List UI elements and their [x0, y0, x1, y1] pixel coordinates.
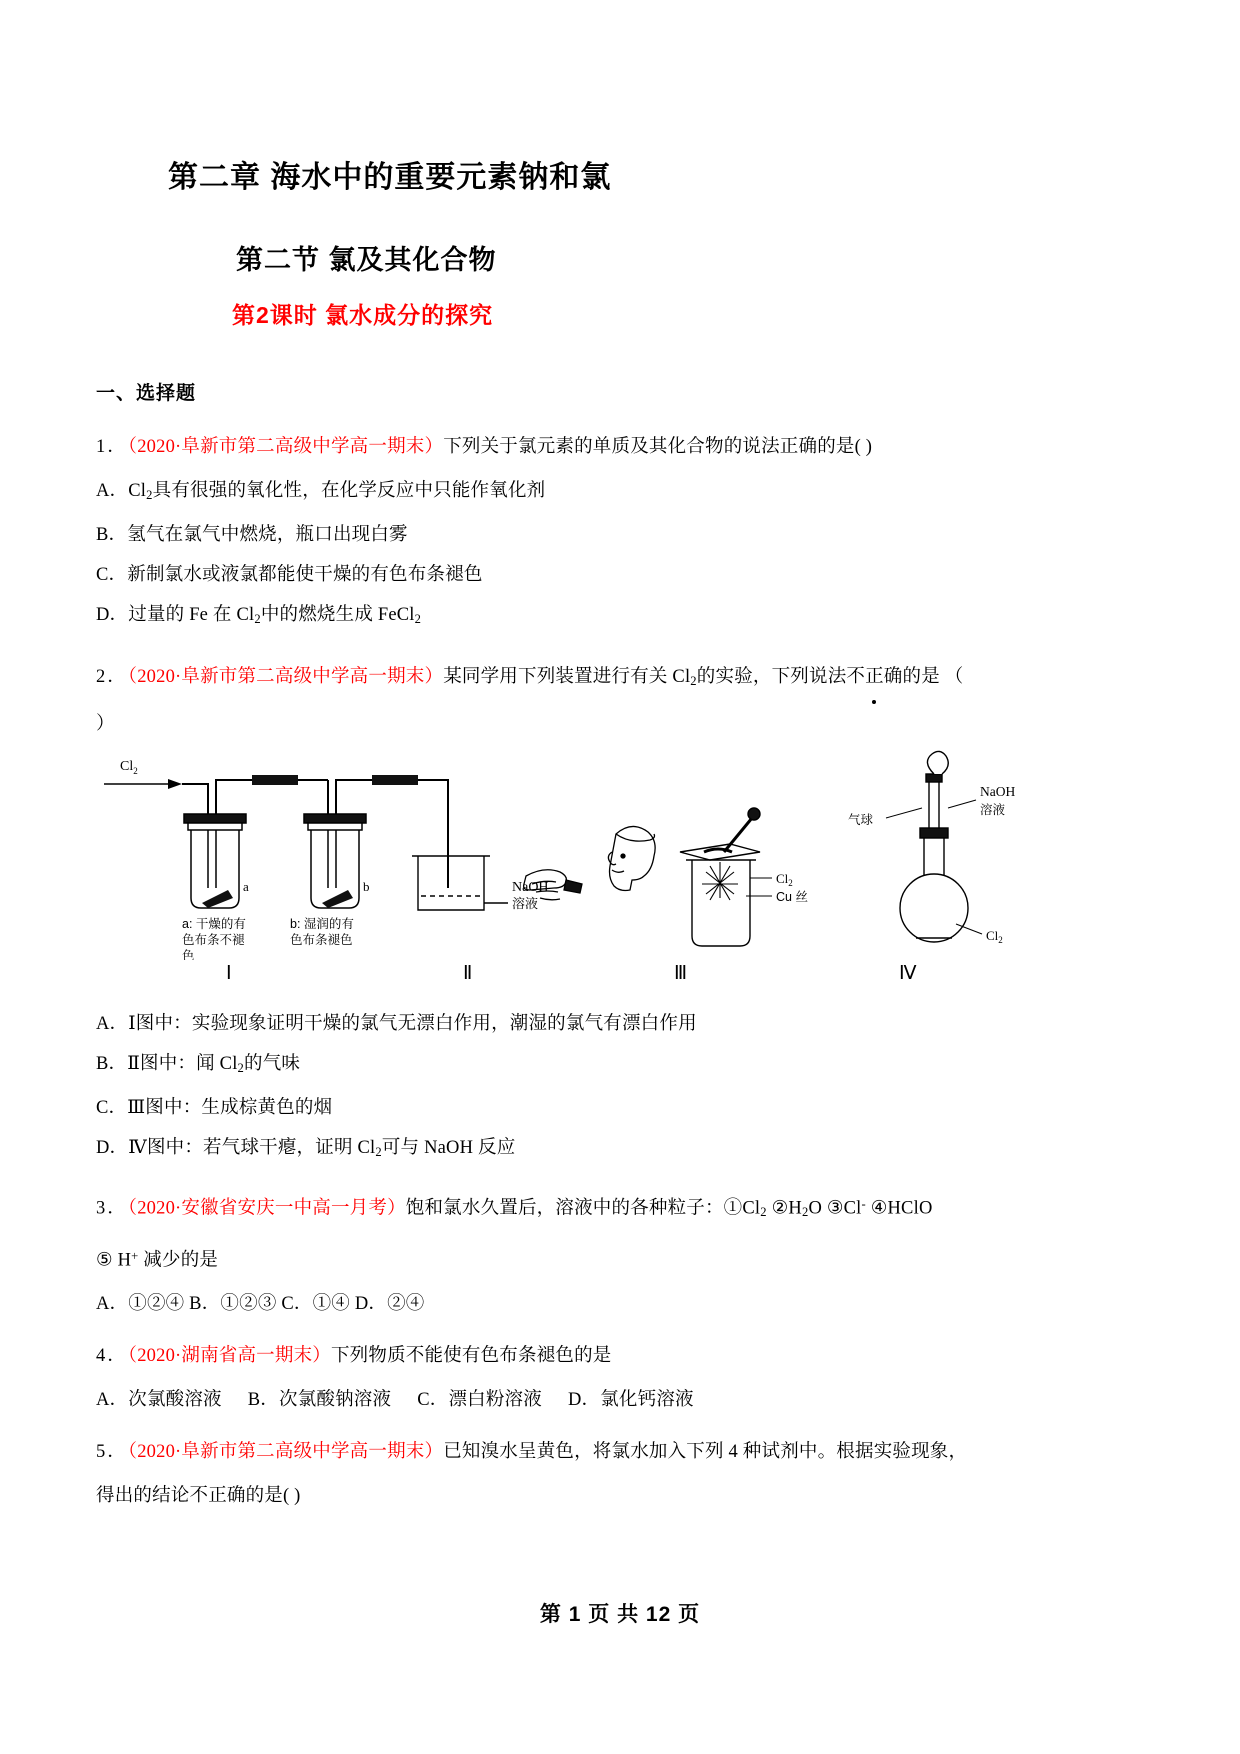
option-text: Cl [128, 481, 147, 501]
question-1-source: （2020·阜新市第二高级中学高一期末） [127, 437, 444, 457]
question-2-text-3: 的是 （ [902, 666, 964, 687]
question-4-text: 下列物质不能使有色布条褪色的是 [330, 1346, 612, 1367]
question-3-sup: - [861, 1196, 866, 1211]
question-2-option-d [96, 1128, 1106, 1172]
option-text: 新制氯水或液氯都能使干燥的有色布条褪色 [127, 564, 483, 585]
figure-iv-balloon-label: 气球 [848, 813, 874, 828]
option-text: Ⅲ图中：生成棕黄色的烟 [127, 1098, 333, 1119]
option-label: B． [96, 1054, 128, 1075]
option-label: D． [96, 604, 129, 625]
question-5-stem [96, 1432, 1106, 1472]
question-3-text-3: O ③Cl [808, 1198, 862, 1219]
question-3-source: （2020·安徽省安庆一中高一月考） [127, 1198, 406, 1219]
chapter-title: 第二章 海水中的重要元素钠和氯 [168, 161, 612, 194]
roman-label-3: Ⅲ [674, 963, 688, 985]
question-2-option-a [96, 1004, 1106, 1044]
option-sub: 2 [146, 487, 153, 502]
option-text: Ⅱ图中：闻 Cl [127, 1054, 238, 1075]
figure-iv-naoh-label-2: 溶液 [980, 803, 1006, 818]
option-label: D． [96, 1138, 129, 1159]
question-1-option-a [96, 471, 1106, 515]
roman-label-1: Ⅰ [226, 963, 232, 985]
cloth-strip-a [202, 890, 233, 908]
question-2-stem-cont [96, 704, 1106, 744]
caption-a-line3: 色 [182, 949, 195, 961]
option-label: A． [96, 1014, 129, 1035]
cloth-strip-b [322, 890, 353, 908]
question-4-number: 4． [96, 1346, 128, 1367]
bottle-a-mark: a [243, 879, 249, 895]
figure-iii-cl2-label: $Cl_2$ [776, 871, 793, 889]
option-label: A． [96, 481, 129, 501]
question-3-stem-cont [96, 1236, 1106, 1280]
question-4-source: （2020·湖南省高一期末） [127, 1346, 331, 1367]
caption-b-line1: b: 湿润的有 [290, 917, 354, 932]
option-text: Ⅰ图中：实验现象证明干燥的氯气无漂白作用，潮湿的氯气有漂白作用 [128, 1014, 697, 1035]
caption-a-line1: a: 干燥的有 [182, 917, 246, 932]
question-4-option-b: B．次氯酸钠溶液 [247, 1390, 392, 1411]
flask-balloon-apparatus [900, 752, 968, 943]
question-5-source: （2020·阜新市第二高级中学高一期末） [127, 1442, 444, 1463]
question-2-closing-paren: ） [96, 714, 115, 735]
question-2-number: 2． [96, 666, 128, 687]
question-3-number: 3． [96, 1198, 128, 1219]
page-footer: 第 1 页 共 12 页 [539, 1603, 701, 1626]
option-text-2: 具有很强的氧化性，在化学反应中只能作氧化剂 [152, 481, 546, 501]
question-3-answers: A．①②④ B．①②③ C．①④ D．②④ [96, 1294, 425, 1315]
option-sub: 2 [254, 611, 261, 626]
question-4-option-c: C．漂白粉溶液 [417, 1390, 542, 1411]
question-3-text-4: ④HClO [865, 1198, 933, 1219]
question-2-sub: 2 [690, 673, 697, 688]
question-2-option-b [96, 1044, 1106, 1088]
option-text: Ⅳ图中：若气球干瘪，证明 Cl [128, 1138, 376, 1159]
figure-roman-labels [96, 962, 1106, 992]
roman-label-2: Ⅱ [463, 963, 473, 985]
experiment-figure [96, 748, 1106, 960]
question-5-number: 5． [96, 1442, 128, 1463]
question-2-stem [96, 657, 1106, 701]
section-title: 第二节 氯及其化合物 [236, 245, 497, 275]
question-3-text-2: ②H [766, 1198, 802, 1219]
question-1-option-c [96, 555, 1106, 595]
option-label: C． [96, 564, 128, 585]
option-label: C． [96, 1098, 128, 1119]
option-text: 氢气在氯气中燃烧，瓶口出现白雾 [127, 524, 408, 545]
option-label: B． [96, 524, 128, 545]
apparatus-diagram [96, 748, 1106, 960]
option-sub-2: 2 [414, 611, 422, 626]
question-3-sub-2: 2 [801, 1204, 809, 1219]
worksheet-body [96, 378, 1106, 1520]
copper-burning-jar [680, 808, 760, 946]
question-2-option-c [96, 1088, 1106, 1128]
question-4-stem [96, 1336, 1106, 1376]
question-5-text: 已知溴水呈黄色，将氯水加入下列 4 种试剂中。根据实验现象， [443, 1442, 968, 1463]
question-1-text: 下列关于氯元素的单质及其化合物的说法正确的是( [443, 437, 861, 457]
question-3-stem [96, 1184, 1106, 1232]
part-one-heading: 一、选择题 [96, 383, 197, 404]
option-text-2: 中的燃烧生成 FeCl [260, 604, 415, 625]
question-2-text: 某同学用下列装置进行有关 Cl [443, 666, 691, 687]
question-1-number: 1． [96, 437, 128, 457]
question-3-line2-b: 减少的是 [138, 1250, 219, 1271]
figure-naoh-label-2: 溶液 [512, 896, 539, 912]
question-1-option-b [96, 515, 1106, 555]
roman-label-4: Ⅳ [899, 963, 917, 985]
question-1-stem [96, 427, 1106, 467]
question-4-option-d: D．氯化钙溶液 [567, 1390, 694, 1411]
option-sub: 2 [237, 1061, 245, 1076]
smelling-figure [524, 827, 656, 900]
figure-gas-label: $Cl_2$ [120, 759, 138, 777]
question-5-stem-cont: 得出的结论不正确的是( ) [96, 1486, 301, 1507]
caption-b-line2: 色布条褪色 [290, 933, 353, 948]
question-2-text-2: 的实验，下列说法 [696, 666, 847, 687]
figure-naoh-label: NaOH [512, 880, 549, 896]
lesson-title: 第2课时 氯水成分的探究 [232, 302, 494, 328]
question-4-answers [96, 1380, 1106, 1420]
question-2-emphasis: 不正确 [846, 657, 902, 697]
question-3-line2-sup: + [131, 1248, 139, 1263]
question-1-option-d [96, 595, 1106, 639]
option-text-2: 可与 NaOH 反应 [381, 1138, 516, 1159]
question-3-line2-a: ⑤ H [96, 1250, 132, 1271]
figure-iv-cl2-label: $Cl_2$ [986, 928, 1003, 946]
question-3-text: 饱和氯水久置后，溶液中的各种粒子：①Cl [405, 1198, 761, 1219]
figure-iv-naoh-label: NaOH [980, 784, 1016, 800]
option-sub: 2 [375, 1144, 382, 1159]
caption-a-line2: 色布条不褪 [182, 933, 245, 948]
question-1-blank: ) [860, 437, 873, 457]
question-3-sub-1: 2 [760, 1204, 767, 1219]
bottle-b-mark: b [363, 879, 370, 895]
question-2-source: （2020·阜新市第二高级中学高一期末） [127, 666, 444, 687]
figure-iii-cu-label: Cu 丝 [776, 890, 808, 905]
option-text: 过量的 Fe 在 Cl [128, 604, 255, 625]
question-4-option-a: A．次氯酸溶液 [96, 1390, 222, 1411]
option-text-2: 的气味 [244, 1054, 301, 1075]
